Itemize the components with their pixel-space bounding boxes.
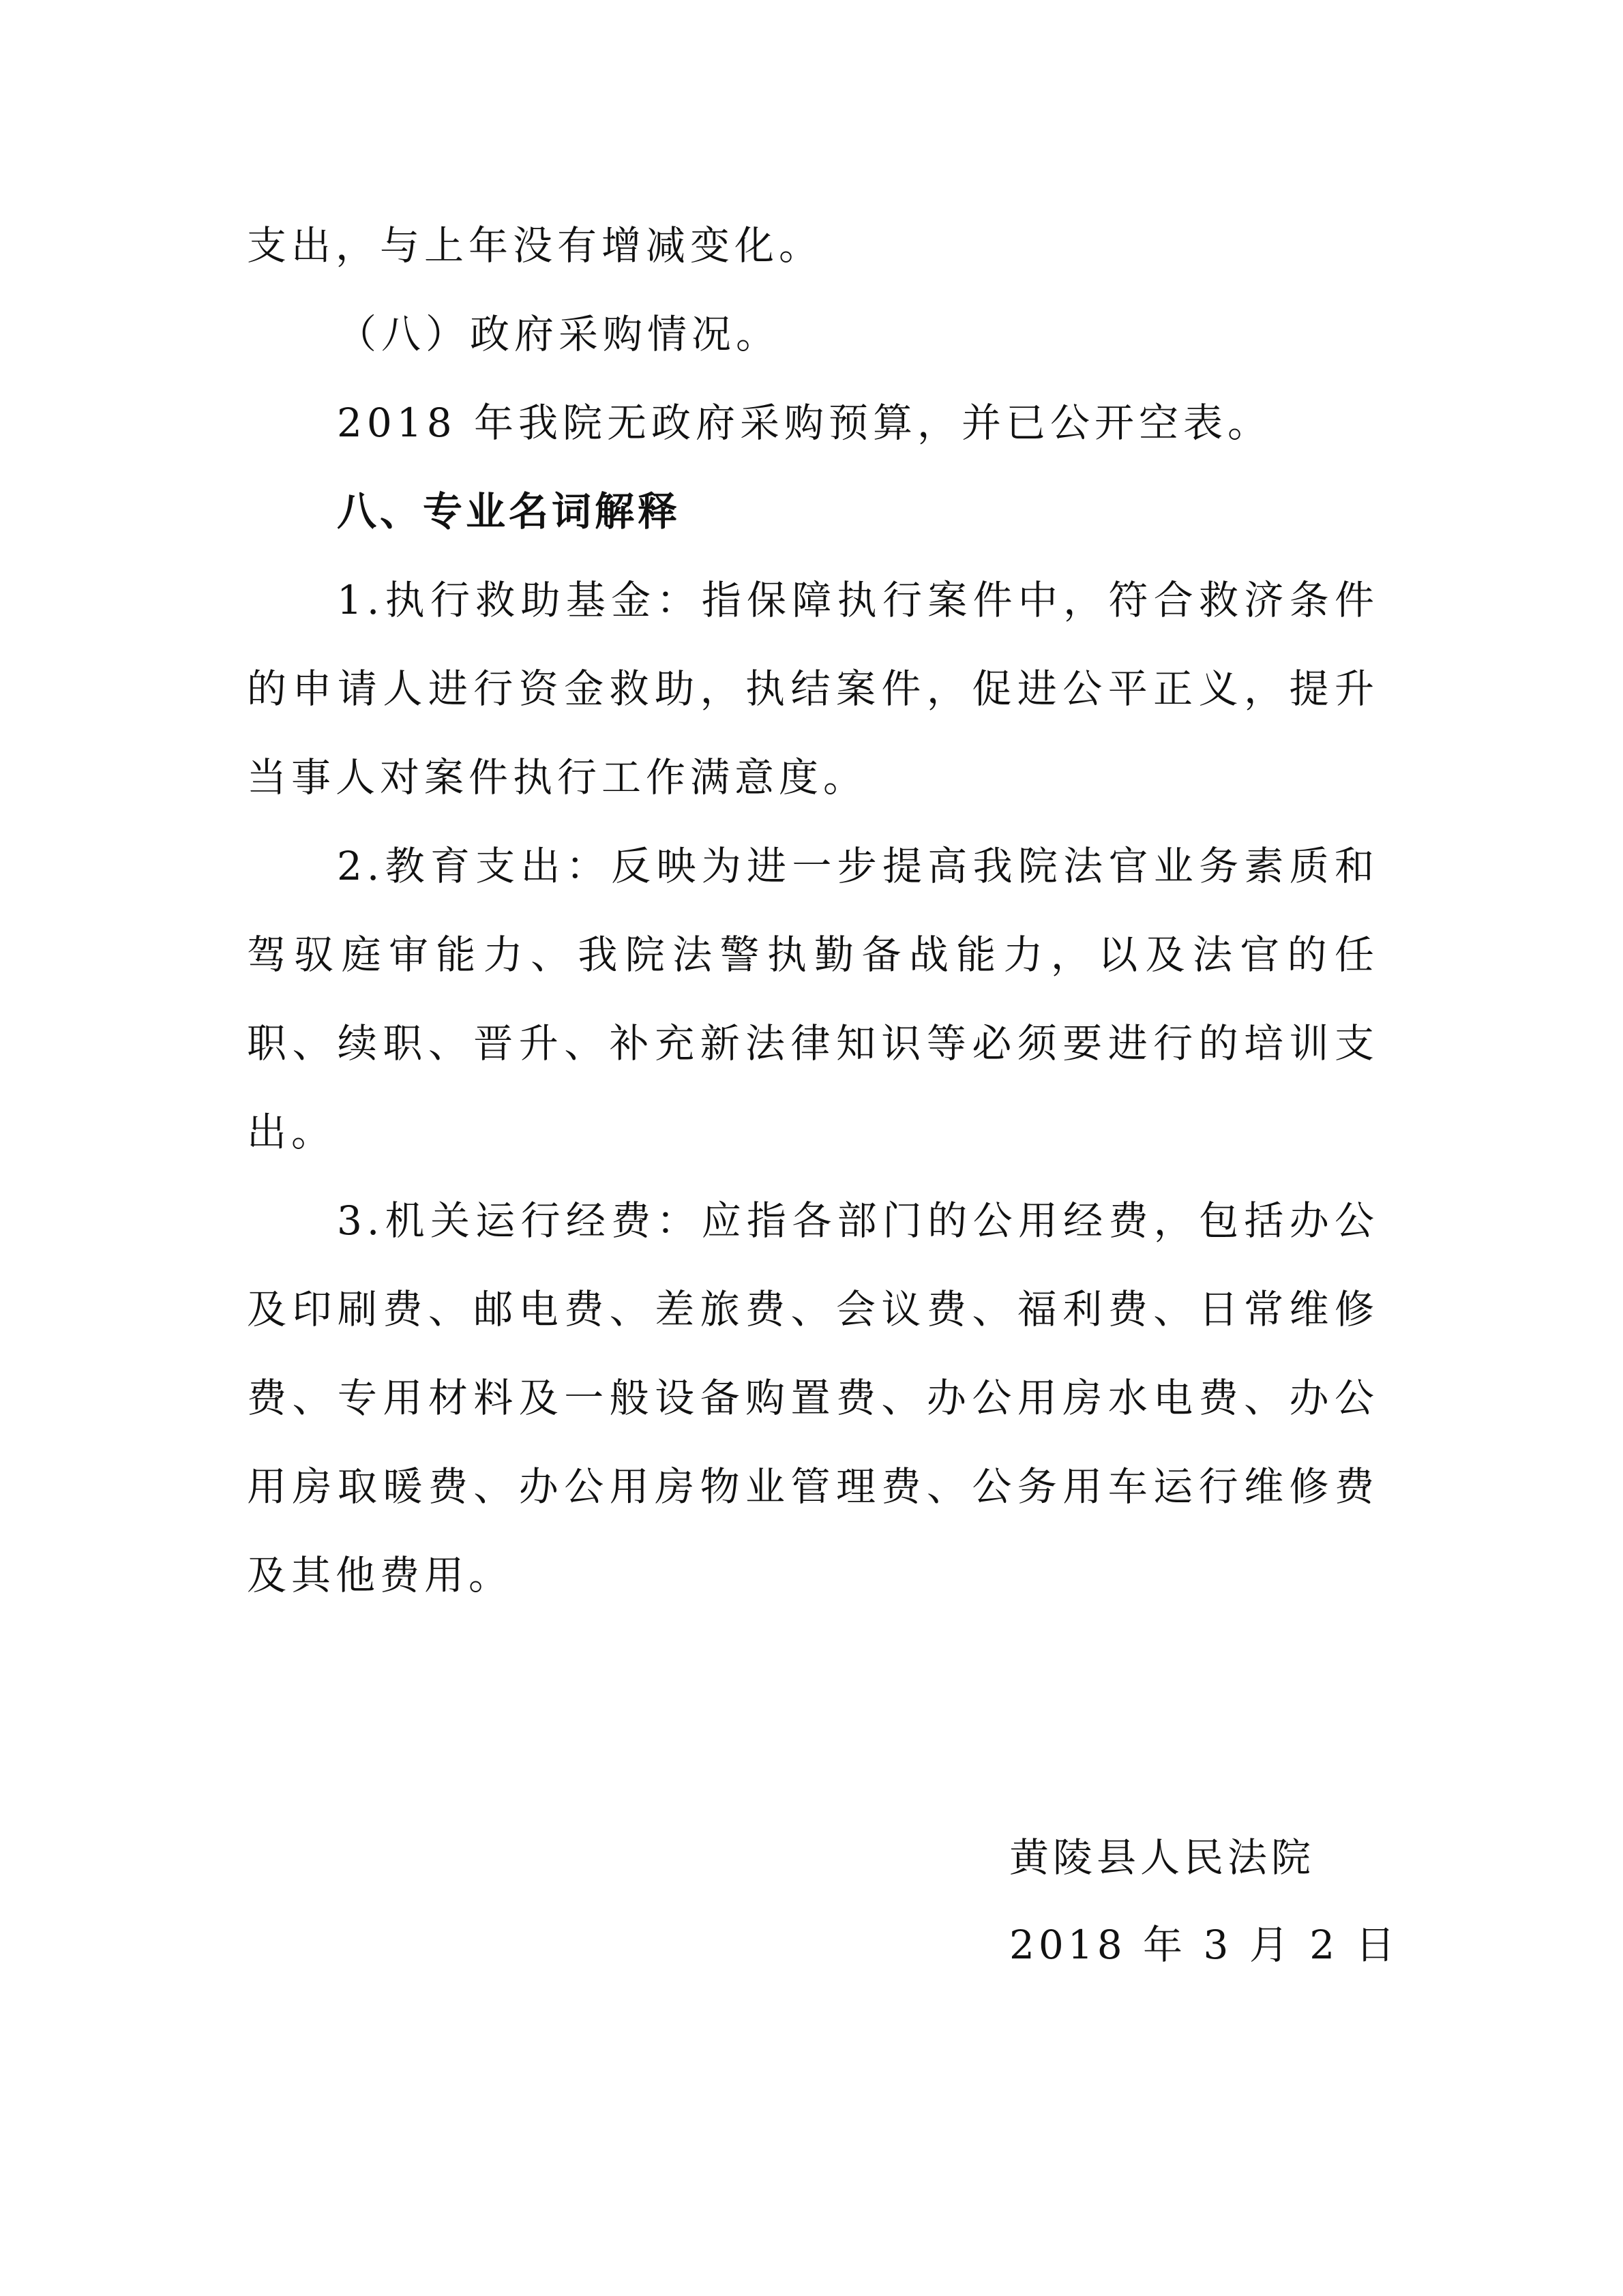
paragraph-procurement-heading: （八）政府采购情况。: [337, 311, 781, 357]
section-heading: 八、专业名词解释: [337, 488, 681, 535]
document-body: [247, 201, 1379, 1620]
signature-date: 2018 年 3 月 2 日: [1009, 1922, 1399, 1968]
paragraph-continuation: 支出，与上年没有增减变化。: [247, 222, 824, 269]
signature-organization: 黄陵县人民法院: [1009, 1834, 1315, 1881]
paragraph-procurement-note: 2018 年我院无政府采购预算，并已公开空表。: [337, 400, 1272, 446]
definition-operating-expenses: 3.机关运行经费：应指各部门的公用经费，包括办公及印刷费、邮电费、差旅费、会议费、福利费、日常维修费、专用材料及一般设备购置费、办公用房水电费、办公用房取暖费、办公用房物业管理费、公务用车运行维修费及其他费用。: [247, 1197, 1379, 1598]
definition-education-expenditure: 2.教育支出：反映为进一步提高我院法官业务素质和驾驭庭审能力、我院法警执勤备战能力，以及法官的任职、续职、晋升、补充新法律知识等必须要进行的培训支出。: [247, 843, 1379, 1155]
signature-block: [1009, 1814, 1399, 1988]
definition-enforcement-relief-fund: 1.执行救助基金：指保障执行案件中，符合救济条件的申请人进行资金救助，执结案件，促进公平正义，提升当事人对案件执行工作满意度。: [247, 577, 1379, 801]
